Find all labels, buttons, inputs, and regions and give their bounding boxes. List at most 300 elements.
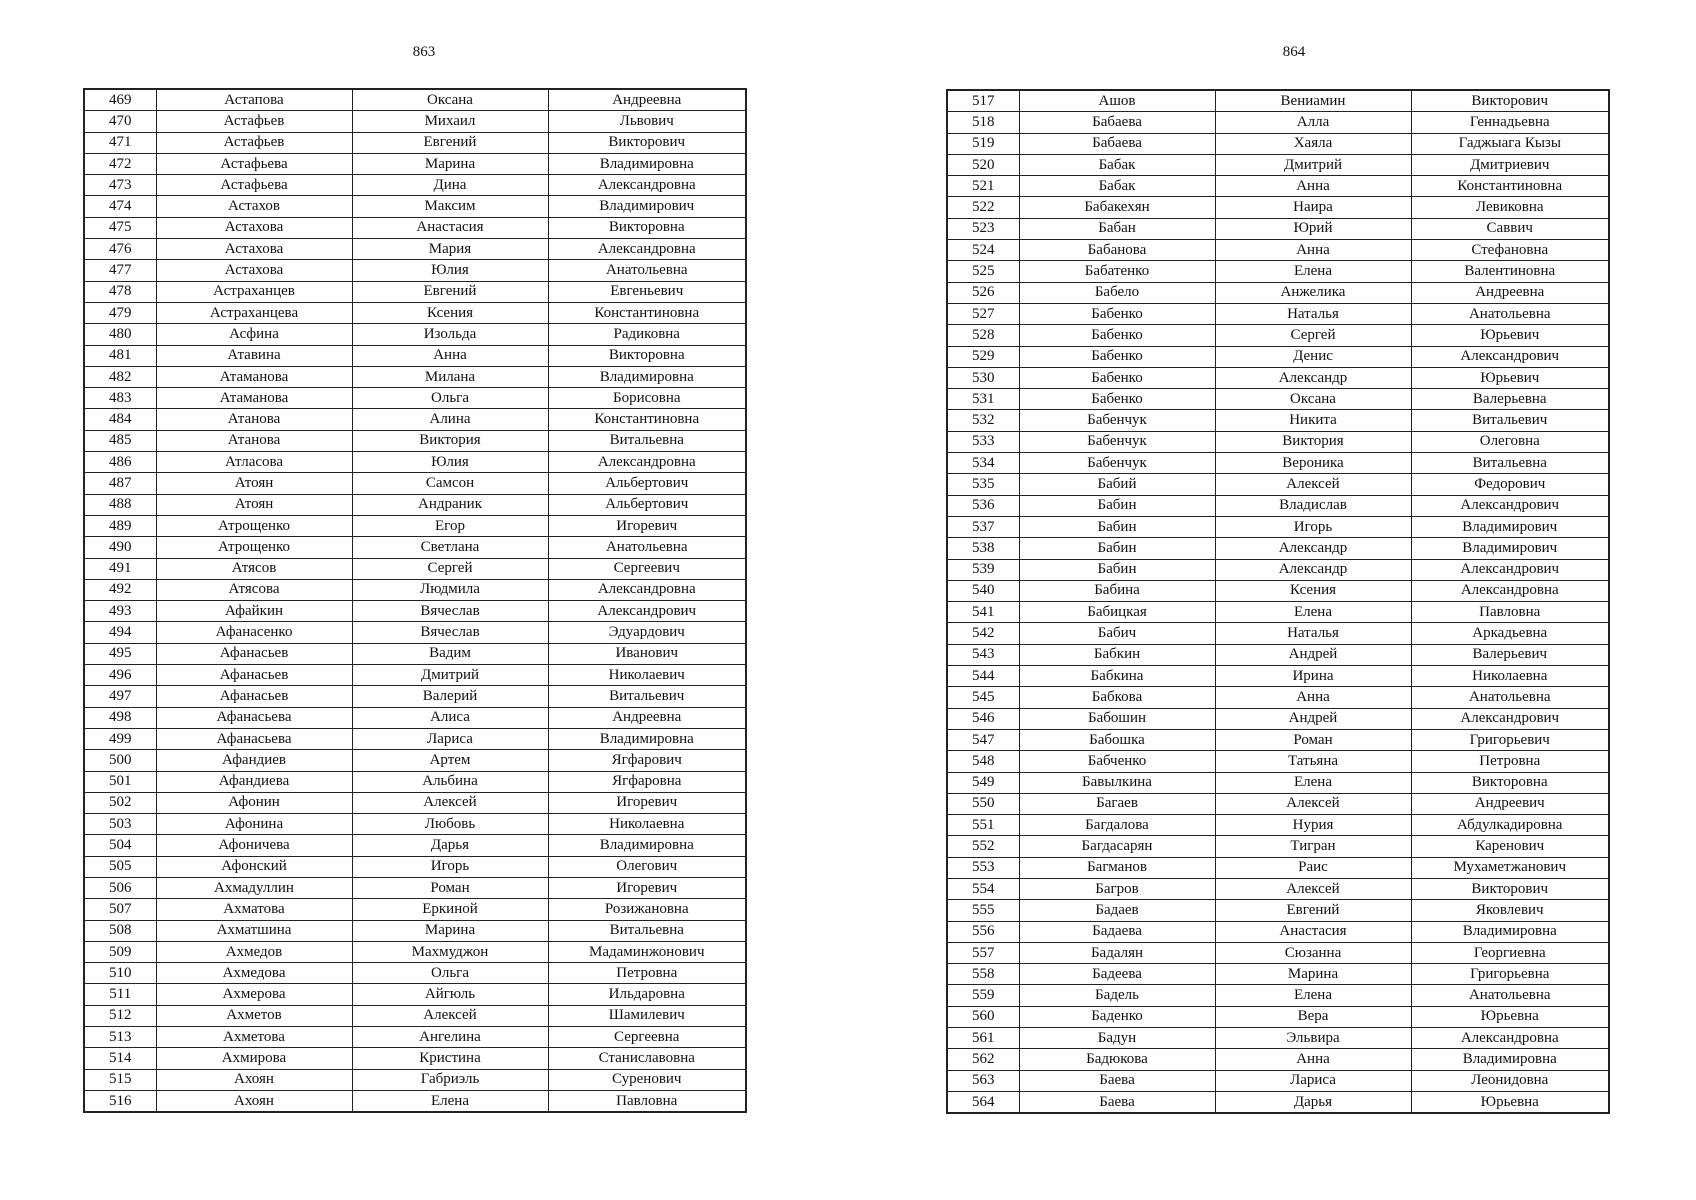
- patronymic-cell: Сергеевна: [548, 1027, 746, 1048]
- table-row: [84, 111, 746, 132]
- row-number-cell: 554: [947, 878, 1019, 899]
- patronymic-cell: Викторовна: [1411, 772, 1609, 793]
- row-number-cell: 494: [84, 622, 156, 643]
- table-row: [947, 559, 1609, 580]
- given-name-cell: Мария: [352, 239, 548, 260]
- surname-cell: Астапова: [156, 89, 352, 111]
- patronymic-cell: Андреевич: [1411, 793, 1609, 814]
- table-row: [84, 1069, 746, 1090]
- patronymic-cell: Львович: [548, 111, 746, 132]
- given-name-cell: Вячеслав: [352, 601, 548, 622]
- given-name-cell: Ксения: [352, 302, 548, 323]
- row-number-cell: 562: [947, 1049, 1019, 1070]
- given-name-cell: Александр: [1215, 367, 1411, 388]
- row-number-cell: 534: [947, 453, 1019, 474]
- given-name-cell: Светлана: [352, 537, 548, 558]
- given-name-cell: Владислав: [1215, 495, 1411, 516]
- row-number-cell: 526: [947, 282, 1019, 303]
- given-name-cell: Юлия: [352, 260, 548, 281]
- given-name-cell: Дмитрий: [1215, 154, 1411, 175]
- table-row: [947, 942, 1609, 963]
- given-name-cell: Елена: [1215, 985, 1411, 1006]
- surname-cell: Ахматшина: [156, 920, 352, 941]
- row-number-cell: 533: [947, 431, 1019, 452]
- given-name-cell: Марина: [352, 920, 548, 941]
- given-name-cell: Юрий: [1215, 218, 1411, 239]
- given-name-cell: Вера: [1215, 1006, 1411, 1027]
- surname-cell: Атаманова: [156, 366, 352, 387]
- surname-cell: Астахова: [156, 260, 352, 281]
- surname-cell: Бабенко: [1019, 389, 1215, 410]
- surname-cell: Атрощенко: [156, 515, 352, 536]
- surname-cell: Бабин: [1019, 538, 1215, 559]
- patronymic-cell: Андреевна: [1411, 282, 1609, 303]
- table-row: [947, 921, 1609, 942]
- surname-cell: Ахмадуллин: [156, 877, 352, 898]
- patronymic-cell: Альбертович: [548, 473, 746, 494]
- patronymic-cell: Мухаметжанович: [1411, 857, 1609, 878]
- surname-cell: Астафьева: [156, 175, 352, 196]
- patronymic-cell: Владимировна: [1411, 1049, 1609, 1070]
- table-row: [84, 835, 746, 856]
- patronymic-cell: Константиновна: [548, 409, 746, 430]
- given-name-cell: Алина: [352, 409, 548, 430]
- surname-cell: Атоян: [156, 494, 352, 515]
- row-number-cell: 478: [84, 281, 156, 302]
- patronymic-cell: Валерьевна: [1411, 389, 1609, 410]
- row-number-cell: 484: [84, 409, 156, 430]
- patronymic-cell: Стефановна: [1411, 240, 1609, 261]
- surname-cell: Асфина: [156, 324, 352, 345]
- row-number-cell: 561: [947, 1028, 1019, 1049]
- patronymic-cell: Игоревич: [548, 515, 746, 536]
- table-row: [947, 1006, 1609, 1027]
- table-row: [947, 240, 1609, 261]
- table-row: [947, 453, 1609, 474]
- surname-cell: Астраханцев: [156, 281, 352, 302]
- patronymic-cell: Саввич: [1411, 218, 1609, 239]
- surname-cell: Атрощенко: [156, 537, 352, 558]
- patronymic-cell: Константиновна: [548, 302, 746, 323]
- given-name-cell: Игорь: [352, 856, 548, 877]
- table-row: [947, 261, 1609, 282]
- name-list-table-left: [83, 88, 747, 1113]
- patronymic-cell: Шамилевич: [548, 1005, 746, 1026]
- table-row: [947, 303, 1609, 324]
- surname-cell: Бабицкая: [1019, 602, 1215, 623]
- table-row: [84, 452, 746, 473]
- row-number-cell: 541: [947, 602, 1019, 623]
- patronymic-cell: Розижановна: [548, 899, 746, 920]
- surname-cell: Бабак: [1019, 154, 1215, 175]
- row-number-cell: 492: [84, 579, 156, 600]
- row-number-cell: 549: [947, 772, 1019, 793]
- surname-cell: Ахмерова: [156, 984, 352, 1005]
- row-number-cell: 512: [84, 1005, 156, 1026]
- patronymic-cell: Георгиевна: [1411, 942, 1609, 963]
- surname-cell: Атоян: [156, 473, 352, 494]
- row-number-cell: 483: [84, 388, 156, 409]
- given-name-cell: Елена: [1215, 261, 1411, 282]
- row-number-cell: 505: [84, 856, 156, 877]
- row-number-cell: 542: [947, 623, 1019, 644]
- row-number-cell: 545: [947, 687, 1019, 708]
- table-row: [947, 1070, 1609, 1091]
- table-row: [84, 281, 746, 302]
- surname-cell: Баева: [1019, 1070, 1215, 1091]
- table-row: [947, 1049, 1609, 1070]
- table-row: [84, 877, 746, 898]
- page-number-right: 864: [1282, 44, 1306, 60]
- given-name-cell: Валерий: [352, 686, 548, 707]
- surname-cell: Астахова: [156, 217, 352, 238]
- row-number-cell: 489: [84, 515, 156, 536]
- table-row: [947, 985, 1609, 1006]
- patronymic-cell: Александрович: [1411, 559, 1609, 580]
- row-number-cell: 474: [84, 196, 156, 217]
- given-name-cell: Сергей: [352, 558, 548, 579]
- surname-cell: Ашов: [1019, 90, 1215, 112]
- given-name-cell: Наира: [1215, 197, 1411, 218]
- patronymic-cell: Иванович: [548, 643, 746, 664]
- surname-cell: Багаев: [1019, 793, 1215, 814]
- row-number-cell: 550: [947, 793, 1019, 814]
- given-name-cell: Сюзанна: [1215, 942, 1411, 963]
- given-name-cell: Эльвира: [1215, 1028, 1411, 1049]
- surname-cell: Атаманова: [156, 388, 352, 409]
- patronymic-cell: Павловна: [1411, 602, 1609, 623]
- row-number-cell: 555: [947, 900, 1019, 921]
- patronymic-cell: Андреевна: [548, 89, 746, 111]
- row-number-cell: 537: [947, 516, 1019, 537]
- patronymic-cell: Гаджыага Кызы: [1411, 133, 1609, 154]
- row-number-cell: 480: [84, 324, 156, 345]
- row-number-cell: 518: [947, 112, 1019, 133]
- given-name-cell: Оксана: [1215, 389, 1411, 410]
- patronymic-cell: Григорьевич: [1411, 729, 1609, 750]
- table-row: [947, 644, 1609, 665]
- patronymic-cell: Константиновна: [1411, 176, 1609, 197]
- surname-cell: Бабина: [1019, 580, 1215, 601]
- row-number-cell: 539: [947, 559, 1019, 580]
- surname-cell: Багманов: [1019, 857, 1215, 878]
- surname-cell: Баденко: [1019, 1006, 1215, 1027]
- table-row: [84, 409, 746, 430]
- surname-cell: Бабенко: [1019, 367, 1215, 388]
- given-name-cell: Юлия: [352, 452, 548, 473]
- patronymic-cell: Станиславовна: [548, 1048, 746, 1069]
- table-row: [84, 239, 746, 260]
- surname-cell: Афонский: [156, 856, 352, 877]
- table-row: [947, 218, 1609, 239]
- given-name-cell: Ирина: [1215, 666, 1411, 687]
- table-row: [947, 751, 1609, 772]
- surname-cell: Астафьева: [156, 153, 352, 174]
- patronymic-cell: Александрович: [1411, 346, 1609, 367]
- patronymic-cell: Павловна: [548, 1090, 746, 1112]
- given-name-cell: Ангелина: [352, 1027, 548, 1048]
- table-row: [947, 836, 1609, 857]
- patronymic-cell: Витальевич: [1411, 410, 1609, 431]
- surname-cell: Бабошка: [1019, 729, 1215, 750]
- surname-cell: Ахоян: [156, 1090, 352, 1112]
- row-number-cell: 517: [947, 90, 1019, 112]
- row-number-cell: 508: [84, 920, 156, 941]
- table-row: [947, 857, 1609, 878]
- row-number-cell: 544: [947, 666, 1019, 687]
- patronymic-cell: Петровна: [1411, 751, 1609, 772]
- surname-cell: Атанова: [156, 430, 352, 451]
- patronymic-cell: Леонидовна: [1411, 1070, 1609, 1091]
- given-name-cell: Изольда: [352, 324, 548, 345]
- given-name-cell: Роман: [1215, 729, 1411, 750]
- row-number-cell: 475: [84, 217, 156, 238]
- given-name-cell: Альбина: [352, 771, 548, 792]
- table-row: [947, 1091, 1609, 1113]
- given-name-cell: Сергей: [1215, 325, 1411, 346]
- given-name-cell: Елена: [1215, 772, 1411, 793]
- patronymic-cell: Левиковна: [1411, 197, 1609, 218]
- row-number-cell: 552: [947, 836, 1019, 857]
- row-number-cell: 521: [947, 176, 1019, 197]
- given-name-cell: Милана: [352, 366, 548, 387]
- given-name-cell: Оксана: [352, 89, 548, 111]
- given-name-cell: Евгений: [352, 132, 548, 153]
- patronymic-cell: Александровна: [1411, 580, 1609, 601]
- row-number-cell: 564: [947, 1091, 1019, 1113]
- surname-cell: Бадаев: [1019, 900, 1215, 921]
- row-number-cell: 529: [947, 346, 1019, 367]
- given-name-cell: Хаяла: [1215, 133, 1411, 154]
- row-number-cell: 547: [947, 729, 1019, 750]
- given-name-cell: Никита: [1215, 410, 1411, 431]
- table-row: [84, 430, 746, 451]
- surname-cell: Бабенко: [1019, 303, 1215, 324]
- row-number-cell: 479: [84, 302, 156, 323]
- row-number-cell: 523: [947, 218, 1019, 239]
- row-number-cell: 514: [84, 1048, 156, 1069]
- patronymic-cell: Витальевна: [1411, 453, 1609, 474]
- surname-cell: Бадалян: [1019, 942, 1215, 963]
- table-row: [84, 665, 746, 686]
- surname-cell: Бабченко: [1019, 751, 1215, 772]
- row-number-cell: 528: [947, 325, 1019, 346]
- row-number-cell: 488: [84, 494, 156, 515]
- row-number-cell: 473: [84, 175, 156, 196]
- given-name-cell: Максим: [352, 196, 548, 217]
- surname-cell: Бадеева: [1019, 964, 1215, 985]
- surname-cell: Бабин: [1019, 559, 1215, 580]
- given-name-cell: Марина: [352, 153, 548, 174]
- given-name-cell: Марина: [1215, 964, 1411, 985]
- table-row: [84, 175, 746, 196]
- patronymic-cell: Мадаминжонович: [548, 941, 746, 962]
- row-number-cell: 538: [947, 538, 1019, 559]
- table-row: [84, 1090, 746, 1112]
- patronymic-cell: Валентиновна: [1411, 261, 1609, 282]
- given-name-cell: Андраник: [352, 494, 548, 515]
- patronymic-cell: Владимировна: [548, 728, 746, 749]
- patronymic-cell: Юрьевич: [1411, 325, 1609, 346]
- patronymic-cell: Андреевна: [548, 707, 746, 728]
- table-row: [84, 814, 746, 835]
- surname-cell: Бабенчук: [1019, 410, 1215, 431]
- patronymic-cell: Александрович: [548, 601, 746, 622]
- row-number-cell: 525: [947, 261, 1019, 282]
- row-number-cell: 471: [84, 132, 156, 153]
- given-name-cell: Алла: [1215, 112, 1411, 133]
- table-row: [84, 558, 746, 579]
- patronymic-cell: Геннадьевна: [1411, 112, 1609, 133]
- given-name-cell: Лариса: [352, 728, 548, 749]
- given-name-cell: Евгений: [352, 281, 548, 302]
- table-row: [84, 302, 746, 323]
- name-list-table-right: [946, 89, 1610, 1114]
- given-name-cell: Андрей: [1215, 644, 1411, 665]
- table-row: [84, 1048, 746, 1069]
- given-name-cell: Михаил: [352, 111, 548, 132]
- surname-cell: Афанасьев: [156, 665, 352, 686]
- surname-cell: Бадун: [1019, 1028, 1215, 1049]
- surname-cell: Атанова: [156, 409, 352, 430]
- row-number-cell: 515: [84, 1069, 156, 1090]
- given-name-cell: Махмуджон: [352, 941, 548, 962]
- given-name-cell: Дмитрий: [352, 665, 548, 686]
- given-name-cell: Еркиной: [352, 899, 548, 920]
- table-row: [947, 154, 1609, 175]
- table-row: [947, 516, 1609, 537]
- row-number-cell: 536: [947, 495, 1019, 516]
- table-row: [947, 729, 1609, 750]
- row-number-cell: 496: [84, 665, 156, 686]
- table-row: [84, 899, 746, 920]
- patronymic-cell: Петровна: [548, 963, 746, 984]
- given-name-cell: Егор: [352, 515, 548, 536]
- table-row: [947, 176, 1609, 197]
- surname-cell: Бабий: [1019, 474, 1215, 495]
- table-row: [947, 90, 1609, 112]
- row-number-cell: 486: [84, 452, 156, 473]
- given-name-cell: Ольга: [352, 963, 548, 984]
- table-row: [947, 687, 1609, 708]
- surname-cell: Ахметова: [156, 1027, 352, 1048]
- row-number-cell: 556: [947, 921, 1019, 942]
- surname-cell: Бадюкова: [1019, 1049, 1215, 1070]
- patronymic-cell: Викторовна: [548, 217, 746, 238]
- row-number-cell: 516: [84, 1090, 156, 1112]
- surname-cell: Астафьев: [156, 111, 352, 132]
- patronymic-cell: Витальевич: [548, 686, 746, 707]
- row-number-cell: 497: [84, 686, 156, 707]
- table-row: [84, 537, 746, 558]
- table-row: [84, 750, 746, 771]
- given-name-cell: Виктория: [352, 430, 548, 451]
- table-row: [947, 602, 1609, 623]
- table-row: [84, 1005, 746, 1026]
- patronymic-cell: Анатольевна: [1411, 985, 1609, 1006]
- row-number-cell: 519: [947, 133, 1019, 154]
- patronymic-cell: Витальевна: [548, 920, 746, 941]
- patronymic-cell: Юрьевна: [1411, 1006, 1609, 1027]
- row-number-cell: 510: [84, 963, 156, 984]
- table-row: [84, 728, 746, 749]
- given-name-cell: Людмила: [352, 579, 548, 600]
- row-number-cell: 482: [84, 366, 156, 387]
- row-number-cell: 500: [84, 750, 156, 771]
- table-row: [947, 815, 1609, 836]
- patronymic-cell: Аркадьевна: [1411, 623, 1609, 644]
- table-row: [947, 197, 1609, 218]
- table-row: [84, 771, 746, 792]
- patronymic-cell: Владимирович: [548, 196, 746, 217]
- table-row: [947, 708, 1609, 729]
- table-row: [84, 963, 746, 984]
- patronymic-cell: Владимировна: [548, 366, 746, 387]
- patronymic-cell: Суренович: [548, 1069, 746, 1090]
- given-name-cell: Анна: [352, 345, 548, 366]
- row-number-cell: 499: [84, 728, 156, 749]
- row-number-cell: 503: [84, 814, 156, 835]
- table-row: [84, 217, 746, 238]
- surname-cell: Бабенко: [1019, 325, 1215, 346]
- row-number-cell: 477: [84, 260, 156, 281]
- row-number-cell: 513: [84, 1027, 156, 1048]
- patronymic-cell: Владимировна: [1411, 921, 1609, 942]
- surname-cell: Астахова: [156, 239, 352, 260]
- patronymic-cell: Викторович: [1411, 878, 1609, 899]
- given-name-cell: Вячеслав: [352, 622, 548, 643]
- row-number-cell: 524: [947, 240, 1019, 261]
- given-name-cell: Наталья: [1215, 303, 1411, 324]
- surname-cell: Афанасьев: [156, 643, 352, 664]
- patronymic-cell: Игоревич: [548, 792, 746, 813]
- given-name-cell: Ксения: [1215, 580, 1411, 601]
- patronymic-cell: Александровна: [548, 579, 746, 600]
- patronymic-cell: Олеговна: [1411, 431, 1609, 452]
- surname-cell: Баева: [1019, 1091, 1215, 1113]
- table-row: [84, 601, 746, 622]
- table-row: [84, 686, 746, 707]
- given-name-cell: Дарья: [352, 835, 548, 856]
- row-number-cell: 527: [947, 303, 1019, 324]
- table-row: [84, 515, 746, 536]
- table-row: [947, 389, 1609, 410]
- given-name-cell: Любовь: [352, 814, 548, 835]
- patronymic-cell: Александровна: [548, 175, 746, 196]
- surname-cell: Атясова: [156, 579, 352, 600]
- surname-cell: Багров: [1019, 878, 1215, 899]
- row-number-cell: 546: [947, 708, 1019, 729]
- surname-cell: Бабкова: [1019, 687, 1215, 708]
- row-number-cell: 530: [947, 367, 1019, 388]
- given-name-cell: Елена: [352, 1090, 548, 1112]
- patronymic-cell: Борисовна: [548, 388, 746, 409]
- surname-cell: Бабакехян: [1019, 197, 1215, 218]
- row-number-cell: 470: [84, 111, 156, 132]
- table-row: [947, 474, 1609, 495]
- table-row: [84, 366, 746, 387]
- table-row: [947, 431, 1609, 452]
- table-row: [84, 622, 746, 643]
- given-name-cell: Вадим: [352, 643, 548, 664]
- patronymic-cell: Витальевна: [548, 430, 746, 451]
- patronymic-cell: Викторович: [548, 132, 746, 153]
- surname-cell: Бабан: [1019, 218, 1215, 239]
- patronymic-cell: Юрьевич: [1411, 367, 1609, 388]
- table-row: [947, 623, 1609, 644]
- surname-cell: Афанасьева: [156, 707, 352, 728]
- given-name-cell: Роман: [352, 877, 548, 898]
